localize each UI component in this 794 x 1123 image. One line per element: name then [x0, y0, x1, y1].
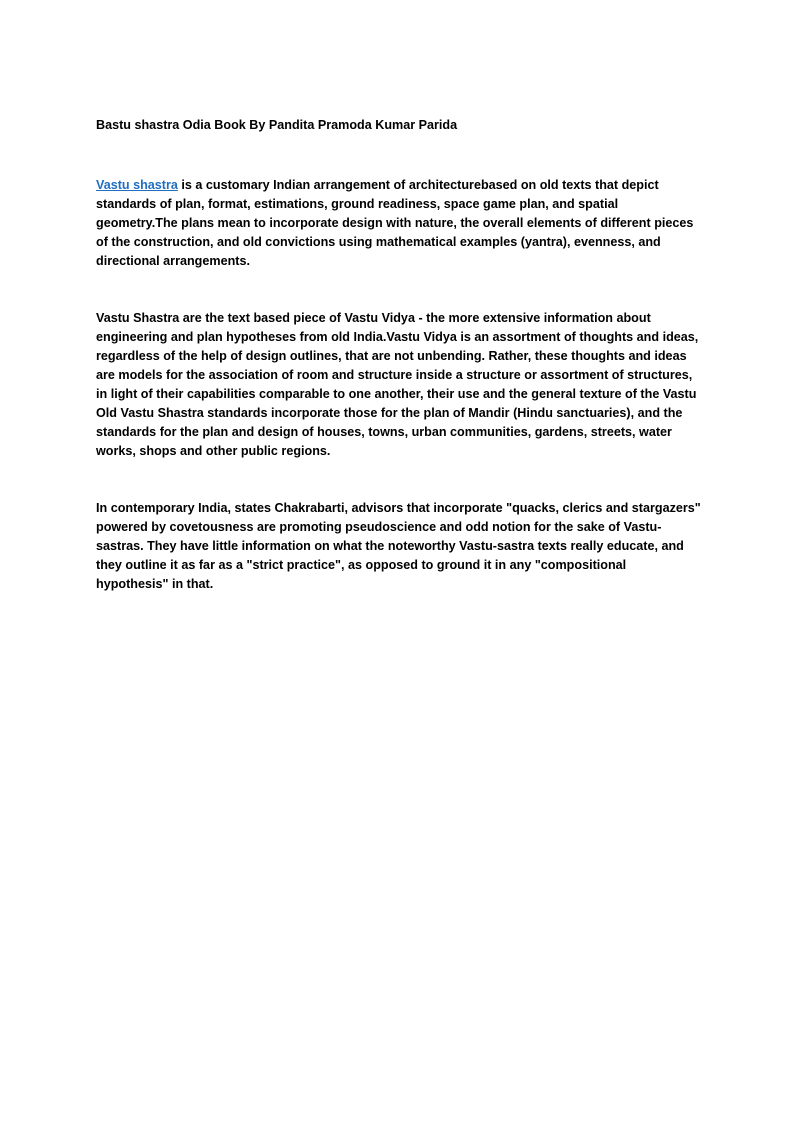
- document-body: [96, 116, 702, 594]
- document-title: Bastu shastra Odia Book By Pandita Pramoda Kumar Parida: [96, 118, 458, 132]
- paragraph-vastu-intro: [96, 176, 702, 271]
- paragraph-vastu-intro-text: is a customary Indian arrangement of architecturebased on old texts that depict standards of plan, format, estimations, ground readiness, space game plan, and spatial geometry.The plans mean to incorporate design with nature, the overall elements of different pieces of the construction, and old convictions using mathematical examples (yantra), evenness, and directional arrangements.: [96, 178, 694, 268]
- paragraph-vastu-vidya: Vastu Shastra are the text based piece of Vastu Vidya - the more extensive information about engineering and plan hypotheses from old India.Vastu Vidya is an assortment of thoughts and ideas, regardless of the help of design outlines, that are not unbending. Rather, these thoughts and ideas are models for the association of room and structure inside a structure or assortment of structures, in light of their capabilities comparable to one another, their use and the general texture of the Vastu Old Vastu Shastra standards incorporate those for the plan of Mandir (Hindu sanctuaries), and the standards for the plan and design of houses, towns, urban communities, gardens, streets, water works, shops and other public regions.: [96, 311, 699, 458]
- vastu-shastra-link[interactable]: Vastu shastra: [96, 178, 178, 192]
- paragraph-contemporary-india: In contemporary India, states Chakrabarti, advisors that incorporate "quacks, clerics and stargazers" powered by covetousness are promoting pseudoscience and odd notion for the sake of Vastu-sastras. They have little information on what the noteworthy Vastu-sastra texts really educate, and they outline it as far as a "strict practice", as opposed to ground it in any "compositional hypothesis" in that.: [96, 501, 701, 591]
